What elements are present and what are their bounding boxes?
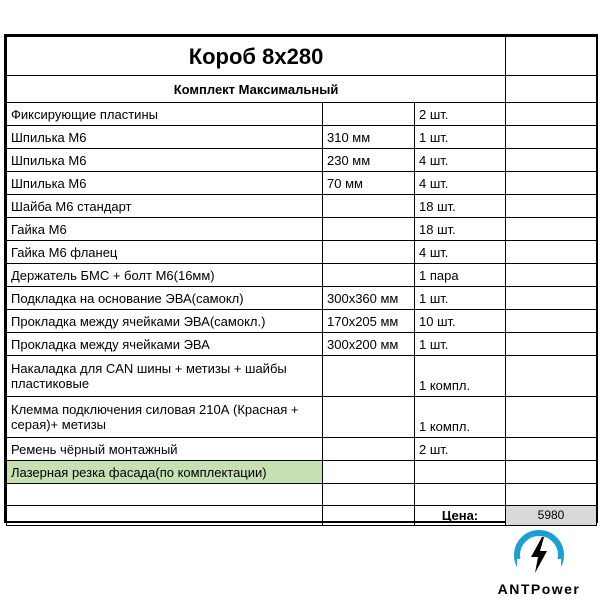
item-name: Прокладка между ячейками ЭВА(самокл.): [7, 310, 323, 333]
table-row-highlighted: [7, 461, 597, 484]
price-label: Цена:: [415, 506, 506, 526]
item-qty: 1 шт.: [415, 287, 506, 310]
item-size: [323, 397, 415, 438]
item-name: Фиксирующие пластины: [7, 103, 323, 126]
item-size: [323, 241, 415, 264]
item-size: [323, 438, 415, 461]
brand-logo: [483, 523, 595, 597]
item-name: Шпилька М6: [7, 172, 323, 195]
item-name: Шайба М6 стандарт: [7, 195, 323, 218]
item-size: [323, 356, 415, 397]
item-qty: 1 шт.: [415, 333, 506, 356]
table-row: [7, 195, 597, 218]
item-size: 170х205 мм: [323, 310, 415, 333]
spec-sheet: [4, 34, 598, 523]
item-size: 230 мм: [323, 149, 415, 172]
item-qty: 4 шт.: [415, 172, 506, 195]
item-name: Лазерная резка фасада(по комплектации): [7, 461, 323, 484]
table-row: [7, 287, 597, 310]
item-qty: 18 шт.: [415, 218, 506, 241]
item-qty: 2 шт.: [415, 103, 506, 126]
table-row: [7, 310, 597, 333]
item-qty: [415, 461, 506, 484]
page-title: Короб 8х280: [7, 37, 506, 76]
table-row: [7, 397, 597, 438]
table-row: [7, 103, 597, 126]
item-name: Ремень чёрный монтажный: [7, 438, 323, 461]
item-size: 310 мм: [323, 126, 415, 149]
table-row: [7, 241, 597, 264]
brand-name: ANTPower: [497, 581, 581, 597]
table-row: [7, 218, 597, 241]
table-row-empty: [7, 484, 597, 506]
page-subtitle: Комплект Максимальный: [7, 76, 506, 103]
spec-table: [6, 36, 597, 526]
item-name: Шпилька М6: [7, 149, 323, 172]
item-name: Прокладка между ячейками ЭВА: [7, 333, 323, 356]
item-name: Гайка М6 фланец: [7, 241, 323, 264]
item-qty: 10 шт.: [415, 310, 506, 333]
item-size: [323, 103, 415, 126]
item-name: Клемма подключения силовая 210А (Красная + серая)+ метизы: [7, 397, 323, 438]
table-row: [7, 333, 597, 356]
item-size: [323, 264, 415, 287]
item-size: [323, 461, 415, 484]
item-name: Гайка М6: [7, 218, 323, 241]
item-size: 70 мм: [323, 172, 415, 195]
item-name: Держатель БМС + болт М6(16мм): [7, 264, 323, 287]
item-size: [323, 195, 415, 218]
item-qty: 1 пара: [415, 264, 506, 287]
item-name: Шпилька М6: [7, 126, 323, 149]
item-qty: 4 шт.: [415, 241, 506, 264]
table-row: [7, 149, 597, 172]
price-value: 5980: [506, 506, 597, 526]
table-row: [7, 264, 597, 287]
item-qty: 1 компл.: [415, 356, 506, 397]
table-row: [7, 172, 597, 195]
item-qty: 18 шт.: [415, 195, 506, 218]
item-name: Подкладка на основание ЭВА(самокл): [7, 287, 323, 310]
item-size: 300х360 мм: [323, 287, 415, 310]
lightning-bolt-icon: [509, 523, 569, 583]
item-qty: 1 шт.: [415, 126, 506, 149]
item-size: [323, 218, 415, 241]
table-row: [7, 438, 597, 461]
item-qty: 1 компл.: [415, 397, 506, 438]
table-row: [7, 356, 597, 397]
item-qty: 4 шт.: [415, 149, 506, 172]
item-qty: 2 шт.: [415, 438, 506, 461]
item-name: Накаладка для CAN шины + метизы + шайбы пластиковые: [7, 356, 323, 397]
item-size: 300х200 мм: [323, 333, 415, 356]
table-row: [7, 126, 597, 149]
